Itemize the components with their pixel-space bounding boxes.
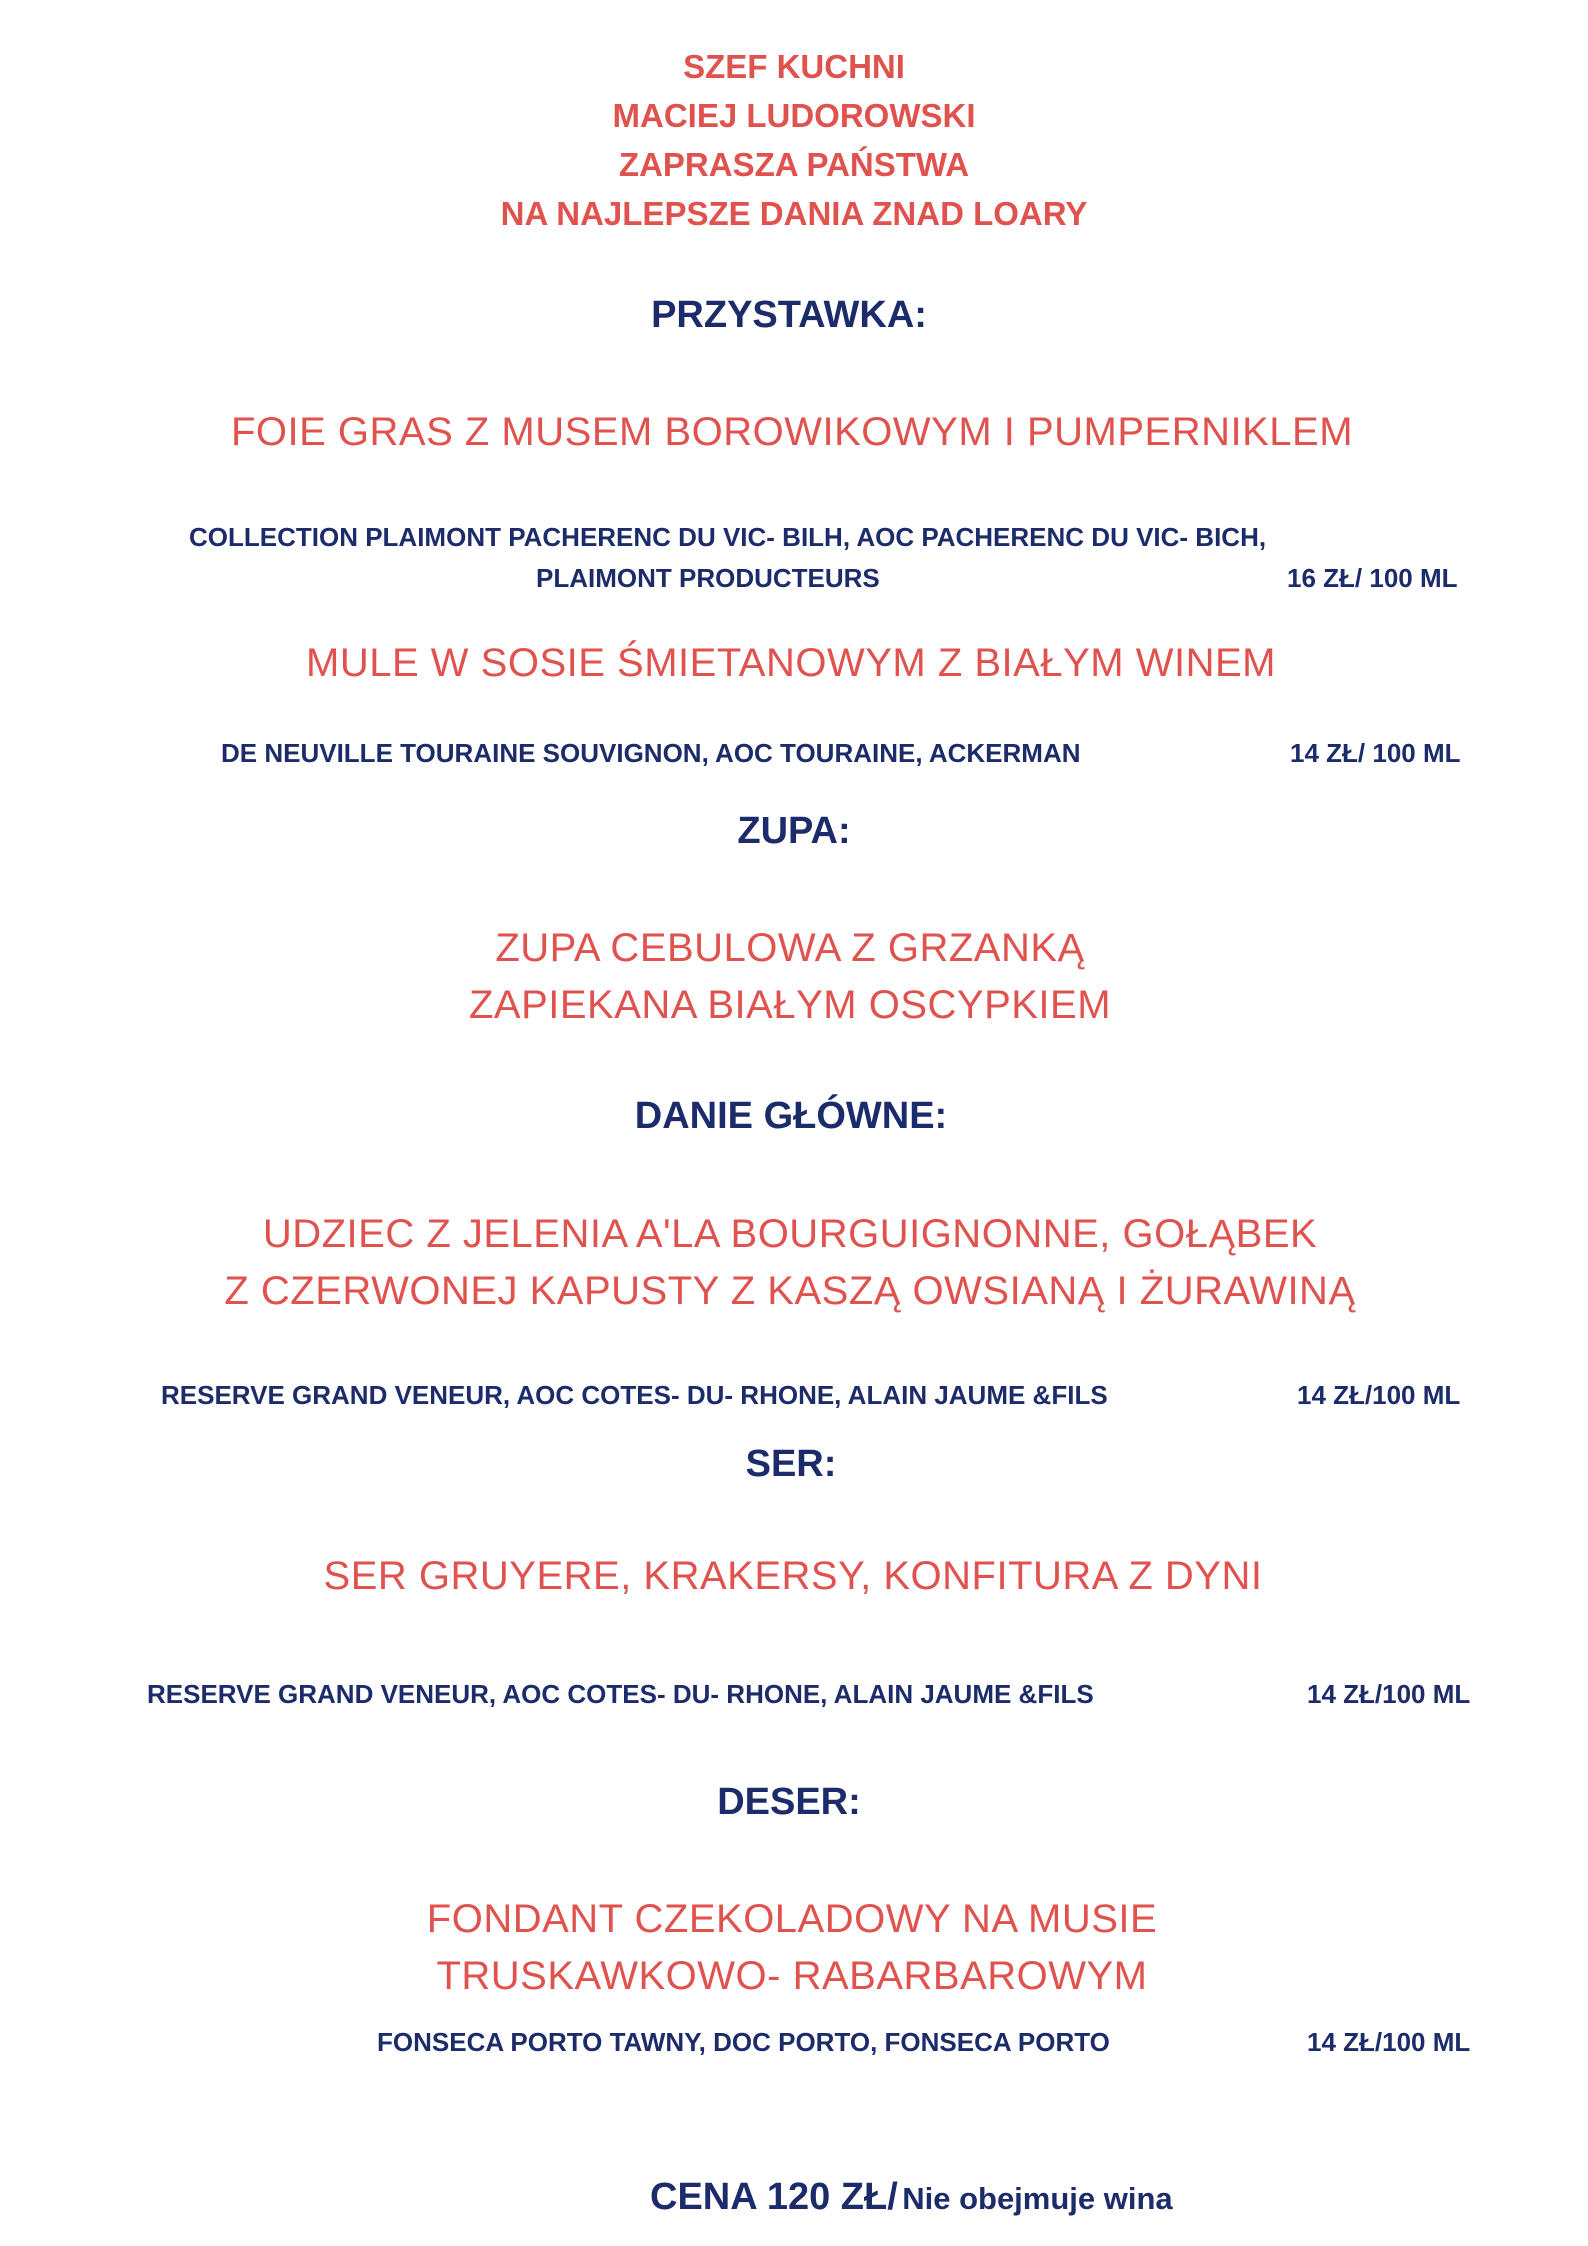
dish-venison-line2: Z CZERWONEJ KAPUSTY Z KASZĄ OWSIANĄ I ŻURAWINĄ <box>224 1269 1356 1313</box>
wine-plaimont-price: 16 ZŁ/ 100 ML <box>1287 563 1458 593</box>
intro-line-chef: SZEF KUCHNI <box>683 48 905 85</box>
intro-line-invite: ZAPRASZA PAŃSTWA <box>618 146 970 183</box>
intro-block <box>0 42 1588 238</box>
wine-de-neuville-price: 14 ZŁ/ 100 ML <box>1290 738 1461 768</box>
dish-fondant-line1: FONDANT CZEKOLADOWY NA MUSIE <box>426 1897 1158 1941</box>
footer-price-line <box>650 2176 1173 2219</box>
dish-mule: MULE W SOSIE ŚMIETANOWYM Z BIAŁYM WINEM <box>306 641 1276 685</box>
footer-price: CENA 120 ZŁ/ <box>650 2176 898 2218</box>
dish-foie-gras: FOIE GRAS Z MUSEM BOROWIKOWYM I PUMPERNIKLEM <box>230 410 1354 454</box>
dish-fondant-line2: TRUSKAWKOWO- RABARBAROWYM <box>436 1954 1148 1998</box>
wine-reserve-grand-veneur-cheese-price: 14 ZŁ/100 ML <box>1307 1679 1471 1709</box>
dish-onion-soup <box>0 920 1584 1034</box>
dish-onion-soup-line1: ZUPA CEBULOWA Z GRZANKĄ <box>495 926 1085 970</box>
section-heading-dessert: DESER: <box>717 1781 861 1823</box>
section-heading-soup: ZUPA: <box>737 810 851 852</box>
section-heading-starter: PRZYSTAWKA: <box>651 294 927 336</box>
section-heading-cheese: SER: <box>745 1443 837 1485</box>
section-heading-main: DANIE GŁÓWNE: <box>634 1095 948 1137</box>
dish-onion-soup-line2: ZAPIEKANA BIAŁYM OSCYPKIEM <box>468 983 1112 1027</box>
dish-fondant <box>0 1891 1586 2005</box>
wine-plaimont-line2: PLAIMONT PRODUCTEURS <box>536 563 880 593</box>
wine-reserve-grand-veneur-main-price: 14 ZŁ/100 ML <box>1297 1380 1461 1410</box>
intro-line-name: MACIEJ LUDOROWSKI <box>612 97 976 134</box>
dish-cheese: SER GRUYERE, KRAKERSY, KONFITURA Z DYNI <box>323 1554 1263 1598</box>
dish-venison <box>0 1206 1584 1320</box>
wine-fonseca-price: 14 ZŁ/100 ML <box>1307 2027 1471 2057</box>
wine-reserve-grand-veneur-cheese: RESERVE GRAND VENEUR, AOC COTES- DU- RHONE, ALAIN JAUME &FILS <box>147 1679 1094 1709</box>
dish-venison-line1: UDZIEC Z JELENIA A'LA BOURGUIGNONNE, GOŁĄBEK <box>262 1212 1318 1256</box>
intro-line-loire: NA NAJLEPSZE DANIA ZNAD LOARY <box>500 195 1088 232</box>
wine-plaimont-line1: COLLECTION PLAIMONT PACHERENC DU VIC- BILH, AOC PACHERENC DU VIC- BICH, <box>189 522 1267 552</box>
footer-note: Nie obejmuje wina <box>902 2181 1173 2216</box>
wine-fonseca: FONSECA PORTO TAWNY, DOC PORTO, FONSECA PORTO <box>377 2027 1110 2057</box>
wine-de-neuville: DE NEUVILLE TOURAINE SOUVIGNON, AOC TOURAINE, ACKERMAN <box>221 738 1081 768</box>
wine-reserve-grand-veneur-main: RESERVE GRAND VENEUR, AOC COTES- DU- RHONE, ALAIN JAUME &FILS <box>161 1380 1108 1410</box>
